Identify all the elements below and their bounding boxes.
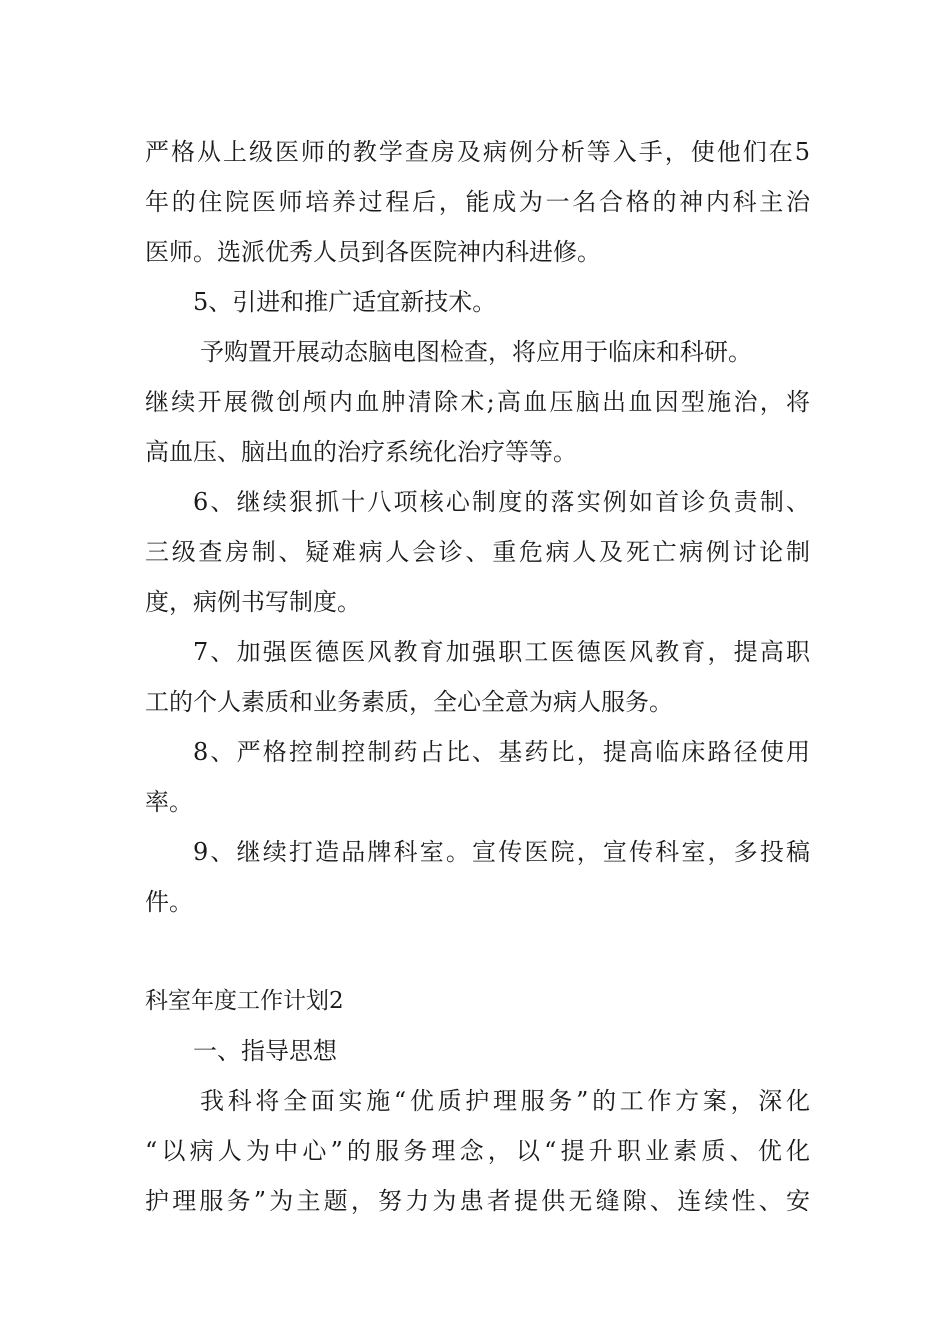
text-line: 护理服务”为主题，努力为患者提供无缝隙、连续性、安	[145, 1187, 810, 1215]
text-line: 6、继续狠抓十八项核心制度的落实例如首诊负责制、	[193, 488, 810, 516]
text-line: 度，病例书写制度。	[145, 588, 361, 616]
text-line: 医师。选派优秀人员到各医院神内科进修。	[145, 238, 601, 266]
text-line: 年的住院医师培养过程后，能成为一名合格的神内科主治	[145, 188, 810, 216]
text-line: 我科将全面实施“优质护理服务”的工作方案，深化	[200, 1087, 810, 1115]
text-line: 高血压、脑出血的治疗系统化治疗等等。	[145, 438, 577, 466]
section-heading: 5、引进和推广适宜新技术。	[193, 288, 497, 316]
section-title: 科室年度工作计划2	[145, 988, 344, 1014]
text-line: 率。	[145, 788, 193, 816]
text-line: 7、加强医德医风教育加强职工医德医风教育，提高职	[193, 638, 810, 666]
subsection-heading: 一、指导思想	[193, 1037, 337, 1065]
text-line: 9、继续打造品牌科室。宣传医院，宣传科室，多投稿	[193, 838, 810, 866]
text-line: “以病人为中心”的服务理念，以“提升职业素质、优化	[145, 1137, 810, 1165]
text-line: 工的个人素质和业务素质，全心全意为病人服务。	[145, 688, 673, 716]
text-line: 继续开展微创颅内血肿清除术;高血压脑出血因型施治，将	[145, 388, 810, 416]
text-line: 予购置开展动态脑电图检查，将应用于临床和科研。	[200, 338, 752, 366]
text-line: 严格从上级医师的教学查房及病例分析等入手，使他们在5	[145, 138, 810, 166]
text-line: 件。	[145, 888, 193, 916]
text-line: 8、严格控制控制药占比、基药比，提高临床路径使用	[193, 738, 810, 766]
text-line: 三级查房制、疑难病人会诊、重危病人及死亡病例讨论制	[145, 538, 810, 566]
